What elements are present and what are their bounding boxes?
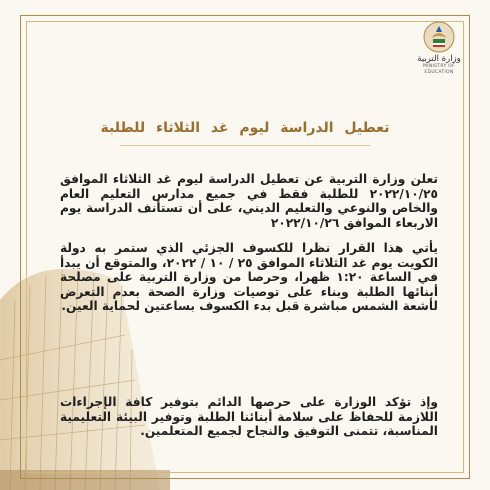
ministry-name-en: MINISTRY OF EDUCATION [423, 64, 455, 75]
paragraph-2: يأتي هذا القرار نظرا للكسوف الجزئي الذي ستمر به دولة الكويت يوم غد الثلاثاء الموافق ٢٥ / ١٠ / ٢٠٢٢، والمتوقع أن يبدأ في الساعة ١:٢٠ ظهرا، وحرصا من وزارة التربية على مصلحة أبنائها الطلبة وبناء على توصيات وزارة الصحة بعدم التعرض لأشعة الشمس مباشرة قبل بدء الكسوف بساعتين لحماية العين. [60, 241, 439, 314]
paragraph-1: تعلن وزارة التربية عن تعطيل الدراسة ليوم غد الثلاثاء الموافق ٢٠٢٢/١٠/٢٥ للطلبة فقط في جميع مدارس التعليم العام والخاص والنوعي والتعليم الديني، على أن تستأنف الدراسة يوم الاربعاء الموافق ٢٠٢٢/١٠/٢٦ [60, 172, 438, 230]
ministry-name-ar: وزارة التربية [417, 54, 461, 64]
title-divider [120, 145, 370, 146]
ministry-logo [408, 20, 470, 75]
paragraph-3: وإذ تؤكد الوزارة على حرصها الدائم بتوفير كافة الإجراءات اللازمة للحفاظ على سلامة أبنائنا الطلبة وتوفير البيئة التعليمية المناسبة، تتمنى التوفيق والنجاح لجميع المتعلمين. [60, 395, 438, 439]
announcement-title: تعطيل الدراسة ليوم غد الثلاثاء للطلبة [100, 120, 390, 136]
kuwait-emblem-icon [422, 20, 456, 54]
